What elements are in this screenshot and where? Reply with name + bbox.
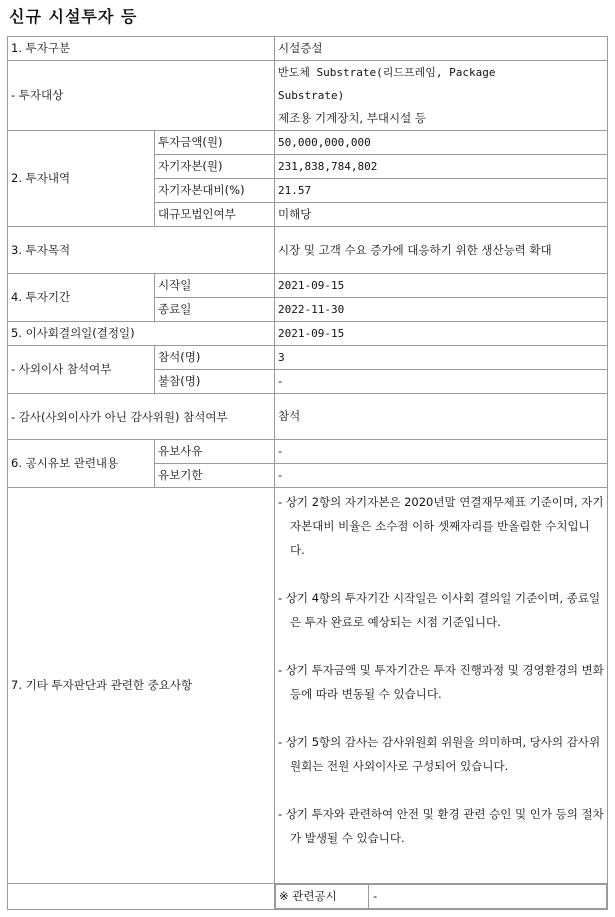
sub-label: 유보사유 (155, 440, 275, 464)
row-value: - (275, 440, 608, 464)
sub-label: 자기자본대비(%) (155, 179, 275, 203)
disclosure-table (7, 36, 608, 910)
table-row (8, 37, 608, 61)
notes-cell (275, 488, 608, 884)
sub-label: 불참(명) (155, 370, 275, 394)
row-label: 1. 투자구분 (8, 37, 275, 61)
sub-label: 종료일 (155, 298, 275, 322)
note-paragraph: - 상기 투자와 관련하여 안전 및 환경 관련 승인 및 인가 등의 절차가 발생될 수 있습니다. (278, 807, 604, 845)
row-label: 2. 투자내역 (8, 131, 155, 227)
table-row (8, 488, 608, 884)
ref-inner-table (275, 884, 607, 909)
row-value: 시설증설 (275, 37, 608, 61)
row-label: - 사외이사 참석여부 (8, 346, 155, 394)
row-value: 50,000,000,000 (275, 131, 608, 155)
target-line-3: 제조용 기계장치, 부대시설 등 (278, 111, 426, 125)
note-paragraph: - 상기 4항의 투자기간 시작일은 이사회 결의일 기준이며, 종료일은 투자 완료로 예상되는 시점 기준입니다. (278, 591, 601, 629)
page-title: 신규 시설투자 등 (9, 7, 138, 26)
row-value: 231,838,784,802 (275, 155, 608, 179)
row-label: 3. 투자목적 (8, 227, 275, 274)
table-row (8, 274, 608, 298)
related-disclosure-label: ※ 관련공시 (276, 885, 369, 909)
row-value: 2022-11-30 (275, 298, 608, 322)
ref-cell (275, 884, 608, 910)
table-row (8, 322, 608, 346)
sub-label: 투자금액(원) (155, 131, 275, 155)
table-row (8, 346, 608, 370)
note-paragraph: - 상기 5항의 감사는 감사위원회 위원을 의미하며, 당사의 감사위원회는 전원 사외이사로 구성되어 있습니다. (278, 735, 601, 773)
sub-label: 대규모법인여부 (155, 203, 275, 227)
table-row (8, 394, 608, 440)
row-label: 7. 기타 투자판단과 관련한 중요사항 (8, 488, 275, 884)
target-line-1: 반도체 Substrate(리드프레임, Package (278, 66, 496, 79)
row-value: 참석 (275, 394, 608, 440)
row-label: - 감사(사외이사가 아닌 감사위원) 참석여부 (8, 394, 275, 440)
row-value: 3 (275, 346, 608, 370)
sub-label: 자기자본(원) (155, 155, 275, 179)
row-label: 6. 공시유보 관련내용 (8, 440, 155, 488)
sub-label: 유보기한 (155, 464, 275, 488)
table-row (8, 440, 608, 464)
row-value: 2021-09-15 (275, 274, 608, 298)
table-row (8, 131, 608, 155)
sub-label: 시작일 (155, 274, 275, 298)
table-row (8, 61, 608, 131)
note-paragraph: - 상기 투자금액 및 투자기간은 투자 진행과정 및 경영환경의 변화 등에 따라 변동될 수 있습니다. (278, 663, 604, 701)
row-value: - (275, 464, 608, 488)
note-paragraph: - 상기 2항의 자기자본은 2020년말 연결재무제표 기준이며, 자기자본대비 비율은 소수점 이하 셋째자리를 반올림한 수치입니다. (278, 495, 604, 557)
target-line-2: Substrate) (278, 89, 345, 102)
row-value: 시장 및 고객 수요 증가에 대응하기 위한 생산능력 확대 (275, 227, 608, 274)
sub-label: 참석(명) (155, 346, 275, 370)
row-value: 미해당 (275, 203, 608, 227)
empty-cell (8, 884, 275, 910)
table-row (8, 884, 608, 910)
row-value: - (275, 370, 608, 394)
row-label: - 투자대상 (8, 61, 275, 131)
row-value: 2021-09-15 (275, 322, 608, 346)
row-value (275, 61, 608, 131)
table-row (8, 227, 608, 274)
row-value: 21.57 (275, 179, 608, 203)
row-label: 5. 이사회결의일(결정일) (8, 322, 275, 346)
related-disclosure-value: - (369, 885, 607, 909)
row-label: 4. 투자기간 (8, 274, 155, 322)
